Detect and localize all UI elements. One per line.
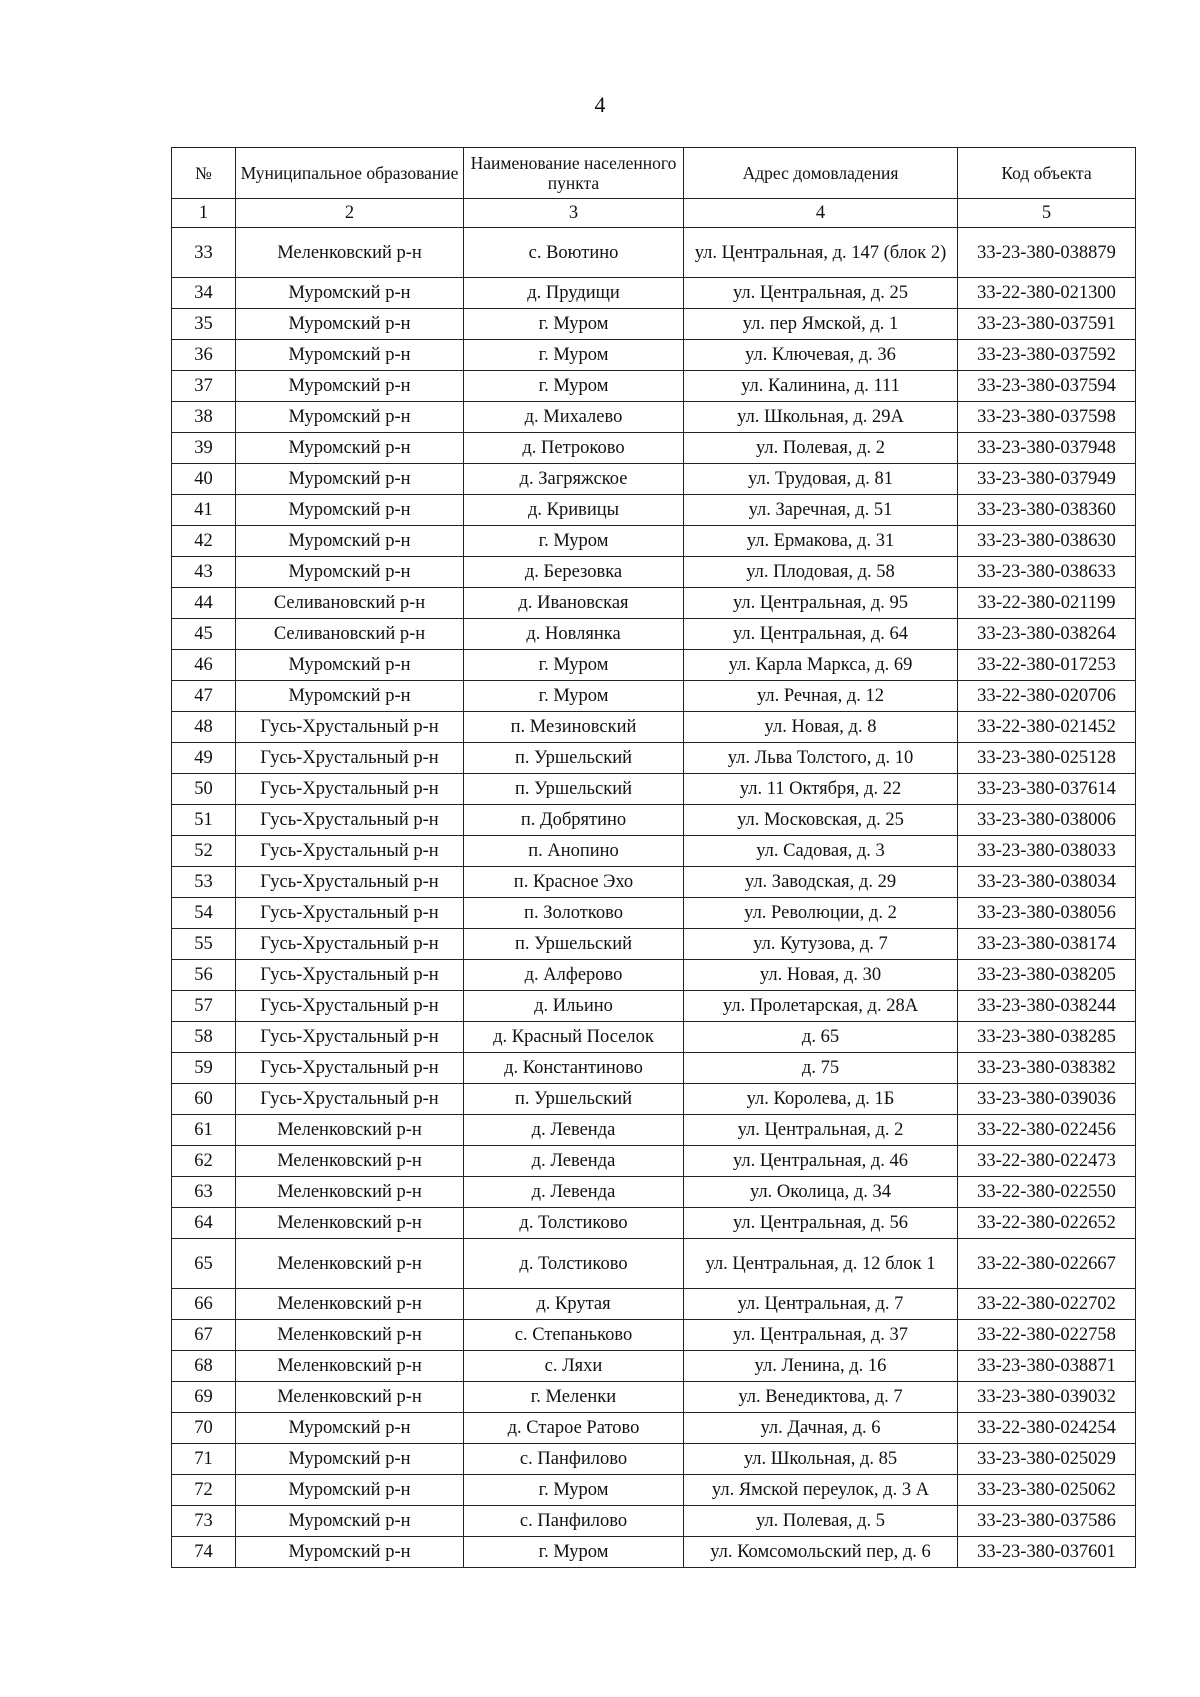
row-number-cell: 72 — [172, 1475, 236, 1506]
object-code-cell: 33-22-380-017253 — [958, 650, 1136, 681]
municipality-cell: Муромский р-н — [236, 309, 464, 340]
address-cell: ул. Революции, д. 2 — [684, 898, 958, 929]
settlement-cell: д. Крутая — [464, 1289, 684, 1320]
table-row — [172, 1444, 1136, 1475]
address-cell: ул. Центральная, д. 25 — [684, 278, 958, 309]
object-code-cell: 33-23-380-037594 — [958, 371, 1136, 402]
settlement-cell: д. Березовка — [464, 557, 684, 588]
row-number-cell: 60 — [172, 1084, 236, 1115]
object-code-cell: 33-22-380-022667 — [958, 1239, 1136, 1289]
table-row — [172, 867, 1136, 898]
settlement-cell: д. Загряжское — [464, 464, 684, 495]
object-code-cell: 33-23-380-037948 — [958, 433, 1136, 464]
municipality-cell: Гусь-Хрустальный р-н — [236, 712, 464, 743]
object-code-cell: 33-23-380-037949 — [958, 464, 1136, 495]
object-code-cell: 33-22-380-022550 — [958, 1177, 1136, 1208]
municipality-cell: Муромский р-н — [236, 1475, 464, 1506]
table-row — [172, 774, 1136, 805]
municipality-cell: Муромский р-н — [236, 371, 464, 402]
row-number-cell: 39 — [172, 433, 236, 464]
address-cell: ул. Венедиктова, д. 7 — [684, 1382, 958, 1413]
object-code-cell: 33-23-380-037591 — [958, 309, 1136, 340]
row-number-cell: 73 — [172, 1506, 236, 1537]
row-number-cell: 36 — [172, 340, 236, 371]
row-number-cell: 58 — [172, 1022, 236, 1053]
table-row — [172, 960, 1136, 991]
municipality-cell: Муромский р-н — [236, 340, 464, 371]
table-row — [172, 1115, 1136, 1146]
table-row — [172, 836, 1136, 867]
settlement-cell: с. Воютино — [464, 228, 684, 278]
settlement-cell: п. Добрятино — [464, 805, 684, 836]
row-number-cell: 67 — [172, 1320, 236, 1351]
table-row — [172, 433, 1136, 464]
address-cell: ул. Ермакова, д. 31 — [684, 526, 958, 557]
table-header-row — [172, 148, 1136, 199]
header-address: Адрес домовладения — [684, 148, 958, 199]
object-code-cell: 33-23-380-025062 — [958, 1475, 1136, 1506]
object-code-cell: 33-22-380-022758 — [958, 1320, 1136, 1351]
settlement-cell: д. Левенда — [464, 1146, 684, 1177]
row-number-cell: 48 — [172, 712, 236, 743]
table-row — [172, 1177, 1136, 1208]
row-number-cell: 54 — [172, 898, 236, 929]
table-row — [172, 1537, 1136, 1568]
municipality-cell: Меленковский р-н — [236, 1177, 464, 1208]
table-row — [172, 1289, 1136, 1320]
address-cell: ул. Ямской переулок, д. 3 А — [684, 1475, 958, 1506]
object-code-cell: 33-22-380-024254 — [958, 1413, 1136, 1444]
address-cell: ул. Заречная, д. 51 — [684, 495, 958, 526]
address-cell: ул. Центральная, д. 46 — [684, 1146, 958, 1177]
row-number-cell: 69 — [172, 1382, 236, 1413]
municipality-cell: Гусь-Хрустальный р-н — [236, 991, 464, 1022]
municipality-cell: Муромский р-н — [236, 433, 464, 464]
settlement-cell: д. Левенда — [464, 1177, 684, 1208]
column-number: 1 — [172, 199, 236, 228]
object-code-cell: 33-22-380-022652 — [958, 1208, 1136, 1239]
municipality-cell: Меленковский р-н — [236, 1239, 464, 1289]
row-number-cell: 37 — [172, 371, 236, 402]
table-row — [172, 991, 1136, 1022]
table-row — [172, 278, 1136, 309]
object-code-cell: 33-23-380-037614 — [958, 774, 1136, 805]
settlement-cell: д. Прудищи — [464, 278, 684, 309]
registry-table — [171, 147, 1136, 1568]
column-number-row — [172, 199, 1136, 228]
object-code-cell: 33-23-380-038285 — [958, 1022, 1136, 1053]
municipality-cell: Муромский р-н — [236, 1444, 464, 1475]
table-row — [172, 228, 1136, 278]
row-number-cell: 51 — [172, 805, 236, 836]
header-object-code: Код объекта — [958, 148, 1136, 199]
table-row — [172, 1382, 1136, 1413]
municipality-cell: Меленковский р-н — [236, 1208, 464, 1239]
table-row — [172, 1208, 1136, 1239]
address-cell: ул. Дачная, д. 6 — [684, 1413, 958, 1444]
municipality-cell: Меленковский р-н — [236, 1351, 464, 1382]
municipality-cell: Гусь-Хрустальный р-н — [236, 1022, 464, 1053]
row-number-cell: 53 — [172, 867, 236, 898]
municipality-cell: Муромский р-н — [236, 464, 464, 495]
object-code-cell: 33-23-380-038034 — [958, 867, 1136, 898]
settlement-cell: г. Муром — [464, 340, 684, 371]
object-code-cell: 33-23-380-038871 — [958, 1351, 1136, 1382]
row-number-cell: 74 — [172, 1537, 236, 1568]
header-municipality: Муниципальное образование — [236, 148, 464, 199]
address-cell: ул. Центральная, д. 95 — [684, 588, 958, 619]
row-number-cell: 34 — [172, 278, 236, 309]
settlement-cell: п. Золотково — [464, 898, 684, 929]
object-code-cell: 33-23-380-025029 — [958, 1444, 1136, 1475]
municipality-cell: Селивановский р-н — [236, 619, 464, 650]
settlement-cell: д. Новлянка — [464, 619, 684, 650]
table-row — [172, 1146, 1136, 1177]
address-cell: ул. Центральная, д. 2 — [684, 1115, 958, 1146]
row-number-cell: 47 — [172, 681, 236, 712]
object-code-cell: 33-23-380-038056 — [958, 898, 1136, 929]
settlement-cell: г. Муром — [464, 681, 684, 712]
row-number-cell: 45 — [172, 619, 236, 650]
settlement-cell: д. Петроково — [464, 433, 684, 464]
table-row — [172, 464, 1136, 495]
object-code-cell: 33-22-380-021199 — [958, 588, 1136, 619]
address-cell: ул. Пролетарская, д. 28А — [684, 991, 958, 1022]
column-number: 3 — [464, 199, 684, 228]
object-code-cell: 33-22-380-021300 — [958, 278, 1136, 309]
address-cell: ул. Комсомольский пер, д. 6 — [684, 1537, 958, 1568]
table-row — [172, 402, 1136, 433]
settlement-cell: г. Муром — [464, 309, 684, 340]
settlement-cell: д. Ивановская — [464, 588, 684, 619]
settlement-cell: г. Меленки — [464, 1382, 684, 1413]
row-number-cell: 49 — [172, 743, 236, 774]
object-code-cell: 33-23-380-038205 — [958, 960, 1136, 991]
table-row — [172, 681, 1136, 712]
object-code-cell: 33-23-380-038174 — [958, 929, 1136, 960]
municipality-cell: Меленковский р-н — [236, 1382, 464, 1413]
table-row — [172, 1053, 1136, 1084]
object-code-cell: 33-23-380-038244 — [958, 991, 1136, 1022]
settlement-cell: г. Муром — [464, 650, 684, 681]
municipality-cell: Гусь-Хрустальный р-н — [236, 898, 464, 929]
column-number: 5 — [958, 199, 1136, 228]
settlement-cell: г. Муром — [464, 371, 684, 402]
settlement-cell: с. Степаньково — [464, 1320, 684, 1351]
settlement-cell: п. Уршельский — [464, 774, 684, 805]
address-cell: ул. Центральная, д. 7 — [684, 1289, 958, 1320]
settlement-cell: д. Старое Ратово — [464, 1413, 684, 1444]
municipality-cell: Селивановский р-н — [236, 588, 464, 619]
settlement-cell: г. Муром — [464, 526, 684, 557]
municipality-cell: Муромский р-н — [236, 1537, 464, 1568]
column-number: 4 — [684, 199, 958, 228]
municipality-cell: Муромский р-н — [236, 1413, 464, 1444]
row-number-cell: 64 — [172, 1208, 236, 1239]
object-code-cell: 33-22-380-022456 — [958, 1115, 1136, 1146]
settlement-cell: д. Михалево — [464, 402, 684, 433]
address-cell: ул. Льва Толстого, д. 10 — [684, 743, 958, 774]
settlement-cell: д. Толстиково — [464, 1208, 684, 1239]
municipality-cell: Муромский р-н — [236, 557, 464, 588]
address-cell: ул. Плодовая, д. 58 — [684, 557, 958, 588]
settlement-cell: п. Анопино — [464, 836, 684, 867]
address-cell: ул. Новая, д. 8 — [684, 712, 958, 743]
address-cell: ул. Королева, д. 1Б — [684, 1084, 958, 1115]
settlement-cell: д. Толстиково — [464, 1239, 684, 1289]
table-row — [172, 650, 1136, 681]
row-number-cell: 71 — [172, 1444, 236, 1475]
settlement-cell: п. Уршельский — [464, 929, 684, 960]
settlement-cell: п. Красное Эхо — [464, 867, 684, 898]
table-row — [172, 588, 1136, 619]
table-row — [172, 929, 1136, 960]
object-code-cell: 33-22-380-022702 — [958, 1289, 1136, 1320]
settlement-cell: д. Левенда — [464, 1115, 684, 1146]
municipality-cell: Муромский р-н — [236, 1506, 464, 1537]
table-row — [172, 309, 1136, 340]
object-code-cell: 33-23-380-025128 — [958, 743, 1136, 774]
row-number-cell: 55 — [172, 929, 236, 960]
municipality-cell: Муромский р-н — [236, 526, 464, 557]
municipality-cell: Меленковский р-н — [236, 228, 464, 278]
address-cell: ул. Калинина, д. 111 — [684, 371, 958, 402]
table-row — [172, 1475, 1136, 1506]
table-row — [172, 495, 1136, 526]
row-number-cell: 65 — [172, 1239, 236, 1289]
settlement-cell: г. Муром — [464, 1475, 684, 1506]
row-number-cell: 66 — [172, 1289, 236, 1320]
object-code-cell: 33-23-380-038630 — [958, 526, 1136, 557]
object-code-cell: 33-23-380-037601 — [958, 1537, 1136, 1568]
address-cell: ул. Центральная, д. 147 (блок 2) — [684, 228, 958, 278]
object-code-cell: 33-22-380-020706 — [958, 681, 1136, 712]
table-row — [172, 1413, 1136, 1444]
municipality-cell: Муромский р-н — [236, 402, 464, 433]
settlement-cell: д. Кривицы — [464, 495, 684, 526]
object-code-cell: 33-23-380-038633 — [958, 557, 1136, 588]
municipality-cell: Гусь-Хрустальный р-н — [236, 1053, 464, 1084]
table-row — [172, 557, 1136, 588]
municipality-cell: Гусь-Хрустальный р-н — [236, 929, 464, 960]
settlement-cell: п. Мезиновский — [464, 712, 684, 743]
municipality-cell: Муромский р-н — [236, 681, 464, 712]
object-code-cell: 33-23-380-038382 — [958, 1053, 1136, 1084]
row-number-cell: 35 — [172, 309, 236, 340]
table-row — [172, 526, 1136, 557]
address-cell: ул. Школьная, д. 29А — [684, 402, 958, 433]
object-code-cell: 33-22-380-021452 — [958, 712, 1136, 743]
header-settlement: Наименование населенного пункта — [464, 148, 684, 199]
row-number-cell: 43 — [172, 557, 236, 588]
address-cell: д. 65 — [684, 1022, 958, 1053]
row-number-cell: 62 — [172, 1146, 236, 1177]
address-cell: ул. Центральная, д. 12 блок 1 — [684, 1239, 958, 1289]
settlement-cell: д. Алферово — [464, 960, 684, 991]
address-cell: ул. Ленина, д. 16 — [684, 1351, 958, 1382]
municipality-cell: Гусь-Хрустальный р-н — [236, 836, 464, 867]
object-code-cell: 33-23-380-039036 — [958, 1084, 1136, 1115]
municipality-cell: Муромский р-н — [236, 278, 464, 309]
table-row — [172, 340, 1136, 371]
settlement-cell: с. Панфилово — [464, 1506, 684, 1537]
municipality-cell: Меленковский р-н — [236, 1289, 464, 1320]
object-code-cell: 33-23-380-038879 — [958, 228, 1136, 278]
address-cell: ул. Полевая, д. 2 — [684, 433, 958, 464]
address-cell: ул. Околица, д. 34 — [684, 1177, 958, 1208]
row-number-cell: 59 — [172, 1053, 236, 1084]
municipality-cell: Меленковский р-н — [236, 1320, 464, 1351]
address-cell: ул. Центральная, д. 64 — [684, 619, 958, 650]
row-number-cell: 46 — [172, 650, 236, 681]
object-code-cell: 33-23-380-038360 — [958, 495, 1136, 526]
row-number-cell: 52 — [172, 836, 236, 867]
settlement-cell: п. Уршельский — [464, 1084, 684, 1115]
settlement-cell: д. Ильино — [464, 991, 684, 1022]
table-row — [172, 898, 1136, 929]
address-cell: ул. Центральная, д. 56 — [684, 1208, 958, 1239]
address-cell: ул. Новая, д. 30 — [684, 960, 958, 991]
table-row — [172, 619, 1136, 650]
row-number-cell: 40 — [172, 464, 236, 495]
municipality-cell: Меленковский р-н — [236, 1146, 464, 1177]
settlement-cell: д. Красный Поселок — [464, 1022, 684, 1053]
municipality-cell: Гусь-Хрустальный р-н — [236, 960, 464, 991]
table-row — [172, 1320, 1136, 1351]
address-cell: д. 75 — [684, 1053, 958, 1084]
table-row — [172, 805, 1136, 836]
table-row — [172, 712, 1136, 743]
settlement-cell: п. Уршельский — [464, 743, 684, 774]
table-row — [172, 1084, 1136, 1115]
page-number: 4 — [594, 92, 606, 117]
object-code-cell: 33-23-380-038033 — [958, 836, 1136, 867]
address-cell: ул. Полевая, д. 5 — [684, 1506, 958, 1537]
address-cell: ул. Садовая, д. 3 — [684, 836, 958, 867]
municipality-cell: Гусь-Хрустальный р-н — [236, 805, 464, 836]
row-number-cell: 38 — [172, 402, 236, 433]
row-number-cell: 50 — [172, 774, 236, 805]
address-cell: ул. Школьная, д. 85 — [684, 1444, 958, 1475]
object-code-cell: 33-23-380-037598 — [958, 402, 1136, 433]
table-body — [172, 228, 1136, 1568]
address-cell: ул. 11 Октября, д. 22 — [684, 774, 958, 805]
object-code-cell: 33-23-380-039032 — [958, 1382, 1136, 1413]
row-number-cell: 61 — [172, 1115, 236, 1146]
row-number-cell: 70 — [172, 1413, 236, 1444]
table-row — [172, 743, 1136, 774]
address-cell: ул. Ключевая, д. 36 — [684, 340, 958, 371]
address-cell: ул. Кутузова, д. 7 — [684, 929, 958, 960]
municipality-cell: Гусь-Хрустальный р-н — [236, 867, 464, 898]
settlement-cell: с. Ляхи — [464, 1351, 684, 1382]
column-number: 2 — [236, 199, 464, 228]
address-cell: ул. пер Ямской, д. 1 — [684, 309, 958, 340]
row-number-cell: 42 — [172, 526, 236, 557]
row-number-cell: 56 — [172, 960, 236, 991]
table-row — [172, 1506, 1136, 1537]
row-number-cell: 57 — [172, 991, 236, 1022]
table-row — [172, 1351, 1136, 1382]
address-cell: ул. Центральная, д. 37 — [684, 1320, 958, 1351]
table-row — [172, 1239, 1136, 1289]
header-number: № — [172, 148, 236, 199]
municipality-cell: Гусь-Хрустальный р-н — [236, 1084, 464, 1115]
row-number-cell: 68 — [172, 1351, 236, 1382]
object-code-cell: 33-22-380-022473 — [958, 1146, 1136, 1177]
municipality-cell: Меленковский р-н — [236, 1115, 464, 1146]
object-code-cell: 33-23-380-037592 — [958, 340, 1136, 371]
row-number-cell: 63 — [172, 1177, 236, 1208]
table-row — [172, 371, 1136, 402]
address-cell: ул. Трудовая, д. 81 — [684, 464, 958, 495]
municipality-cell: Муромский р-н — [236, 650, 464, 681]
row-number-cell: 44 — [172, 588, 236, 619]
settlement-cell: с. Панфилово — [464, 1444, 684, 1475]
address-cell: ул. Заводская, д. 29 — [684, 867, 958, 898]
settlement-cell: г. Муром — [464, 1537, 684, 1568]
address-cell: ул. Речная, д. 12 — [684, 681, 958, 712]
address-cell: ул. Московская, д. 25 — [684, 805, 958, 836]
municipality-cell: Гусь-Хрустальный р-н — [236, 743, 464, 774]
row-number-cell: 41 — [172, 495, 236, 526]
object-code-cell: 33-23-380-038006 — [958, 805, 1136, 836]
object-code-cell: 33-23-380-037586 — [958, 1506, 1136, 1537]
object-code-cell: 33-23-380-038264 — [958, 619, 1136, 650]
address-cell: ул. Карла Маркса, д. 69 — [684, 650, 958, 681]
row-number-cell: 33 — [172, 228, 236, 278]
municipality-cell: Муромский р-н — [236, 495, 464, 526]
settlement-cell: д. Константиново — [464, 1053, 684, 1084]
table-row — [172, 1022, 1136, 1053]
municipality-cell: Гусь-Хрустальный р-н — [236, 774, 464, 805]
